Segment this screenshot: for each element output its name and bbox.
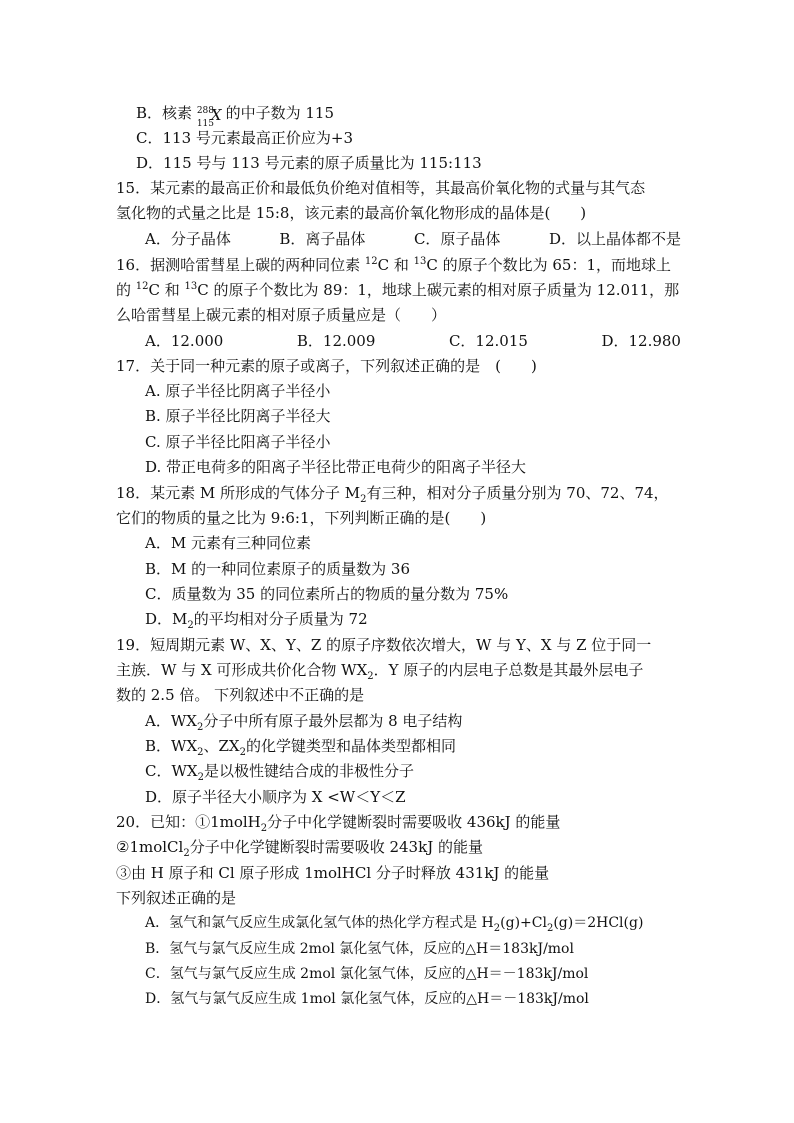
subscript: 2 [197, 772, 204, 783]
q16-option-c: C．12.015 [448, 332, 528, 350]
q18-stem-line2: 它们的物质的量之比为 9:6:1，下列判断正确的是( ) [116, 509, 487, 527]
q20-option-c: C．氢气与氯气反应生成 2mol 氯化氢气体，反应的△H＝－183kJ/mol [145, 966, 589, 982]
q18-stem-line1 [116, 481, 669, 506]
q20-stem-line1 [116, 810, 560, 835]
q16-stem-line2 [116, 278, 679, 303]
text-span: 有三种，相对分子质量分别为 70、72、74， [366, 484, 669, 502]
text-span: B．WX [145, 737, 198, 755]
text-span: 分子中所有原子最外层都为 8 电子结构 [203, 712, 463, 730]
subscript: 2 [493, 922, 501, 934]
text-span: 的化学键类型和晶体类型都相同 [245, 737, 456, 755]
subscript: 2 [187, 620, 194, 631]
text-span: C 和 [377, 256, 414, 274]
text-span: 是以极性键结合成的非极性分子 [203, 762, 414, 780]
text-span: ．Y 原子的内层电子总数是其最外层电子 [373, 661, 644, 679]
nuclide-atomic-number: 115 [196, 119, 214, 129]
text-span: 20．已知：①1molH [116, 813, 261, 831]
text-span: C 的原子个数比为 89：1，地球上碳元素的相对原子质量为 12.011，那 [197, 281, 680, 299]
text-span: D．M [145, 610, 188, 628]
q20-stem-line3: ③由 H 原子和 Cl 原子形成 1molHCl 分子时释放 431kJ 的能量 [116, 864, 550, 882]
subscript: 2 [196, 722, 204, 733]
text-span: 主族．W 与 X 可形成共价化合物 WX [116, 661, 368, 679]
q20-stem-line4: 下列叙述正确的是 [116, 889, 237, 907]
text-span: 分子中化学键断裂时需要吸收 243kJ 的能量 [189, 838, 483, 856]
text-span: A．氢气和氯气反应生成氯化氢气体的热化学方程式是 H [145, 915, 494, 931]
nuclide-symbol [196, 104, 222, 129]
q20-option-b: B．氢气与氯气反应生成 2mol 氯化氢气体，反应的△H＝183kJ/mol [145, 941, 574, 957]
text-span: 分子中化学键断裂时需要吸收 436kJ 的能量 [267, 813, 561, 831]
q19-option-b [145, 734, 456, 759]
q15-options [145, 227, 681, 252]
nuclide-letter: X [210, 106, 222, 124]
q15-option-c: C．原子晶体 [413, 230, 501, 248]
subscript: 2 [546, 922, 554, 934]
q20-stem-line2 [116, 835, 483, 860]
mass-number: 13 [413, 256, 427, 267]
text-span: 的 [116, 281, 136, 299]
q18-option-b: B．M 的一种同位素原子的质量数为 36 [145, 560, 411, 578]
subscript: 2 [183, 848, 190, 859]
q19-option-d: D．原子半径大小顺序为 X <W＜Y＜Z [145, 788, 406, 806]
text-span: (g)+Cl [500, 915, 547, 931]
mass-number: 13 [184, 281, 198, 292]
text-span: C 和 [148, 281, 185, 299]
q19-stem-line1: 19．短周期元素 W、X、Y、Z 的原子序数依次增大，W 与 Y、X 与 Z 位于同一 [116, 636, 652, 654]
mass-number: 12 [135, 281, 149, 292]
q18-option-c: C．质量数为 35 的同位素所占的物质的量分数为 75% [145, 585, 509, 603]
q16-options [145, 329, 681, 354]
q17-option-c: C. 原子半径比阳离子半径小 [145, 433, 331, 451]
subscript: 2 [360, 494, 367, 505]
q16-option-d: D．12.980 [601, 332, 681, 350]
text-span: 的平均相对分子质量为 72 [193, 610, 368, 628]
text-span: 16．据测哈雷彗星上碳的两种同位素 [116, 256, 365, 274]
text-span: A．WX [145, 712, 197, 730]
q19-option-a [145, 709, 462, 734]
q18-option-a: A．M 元素有三种同位素 [145, 534, 311, 552]
text-span: C 的原子个数比为 65：1，而地球上 [426, 256, 671, 274]
text-span: 18．某元素 M 所形成的气体分子 M [116, 484, 361, 502]
mass-number: 12 [364, 256, 378, 267]
text-span: 、ZX [203, 737, 240, 755]
subscript: 2 [260, 823, 268, 834]
q15-option-b: B．离子晶体 [279, 230, 366, 248]
q19-option-c [145, 759, 414, 784]
q18-option-d [145, 607, 368, 632]
subscript: 2 [197, 747, 204, 758]
q20-option-a [145, 911, 643, 936]
q16-option-a: A．12.000 [145, 332, 224, 350]
q14-option-b [136, 101, 334, 129]
text-span: ②1molCl [116, 838, 184, 856]
q15-stem-line2: 氢化物的式量之比是 15:8，该元素的最高价氧化物形成的晶体是( ) [116, 204, 587, 222]
nuclide-mass: 288 [196, 106, 214, 116]
text-span: (g)＝2HCl(g) [553, 915, 644, 931]
q14-option-d: D．115 号与 113 号元素的原子质量比为 115:113 [136, 154, 482, 172]
q14-b-suffix: 的中子数为 115 [225, 104, 334, 122]
subscript: 2 [367, 671, 374, 682]
q16-stem-line1 [116, 253, 671, 278]
q16-stem-line3: 么哈雷彗星上碳元素的相对原子质量应是（ ） [116, 306, 447, 324]
q15-stem-line1: 15．某元素的最高正价和最低负价绝对值相等，其最高价氧化物的式量与其气态 [116, 179, 646, 197]
q17-option-a: A. 原子半径比阴离子半径小 [145, 382, 331, 400]
q15-option-d: D．以上晶体都不是 [548, 230, 681, 248]
q20-option-d: D．氢气与氯气反应生成 1mol 氯化氢气体，反应的△H＝－183kJ/mol [145, 991, 589, 1007]
subscript: 2 [239, 747, 246, 758]
q14-option-c: C．113 号元素最高正价应为+3 [136, 129, 353, 147]
q19-stem-line2 [116, 658, 643, 683]
q17-option-d: D. 带正电荷多的阳离子半径比带正电荷少的阳离子半径大 [145, 458, 527, 476]
q15-option-a: A．分子晶体 [145, 230, 231, 248]
text-span: C．WX [145, 762, 198, 780]
q14-b-prefix: B．核素 [136, 104, 193, 122]
q17-stem: 17．关于同一种元素的原子或离子，下列叙述正确的是 ( ) [116, 357, 537, 375]
q19-stem-line3: 数的 2.5 倍。 下列叙述中不正确的是 [116, 686, 365, 704]
q17-option-b: B. 原子半径比阴离子半径大 [145, 407, 331, 425]
q16-option-b: B．12.009 [296, 332, 376, 350]
